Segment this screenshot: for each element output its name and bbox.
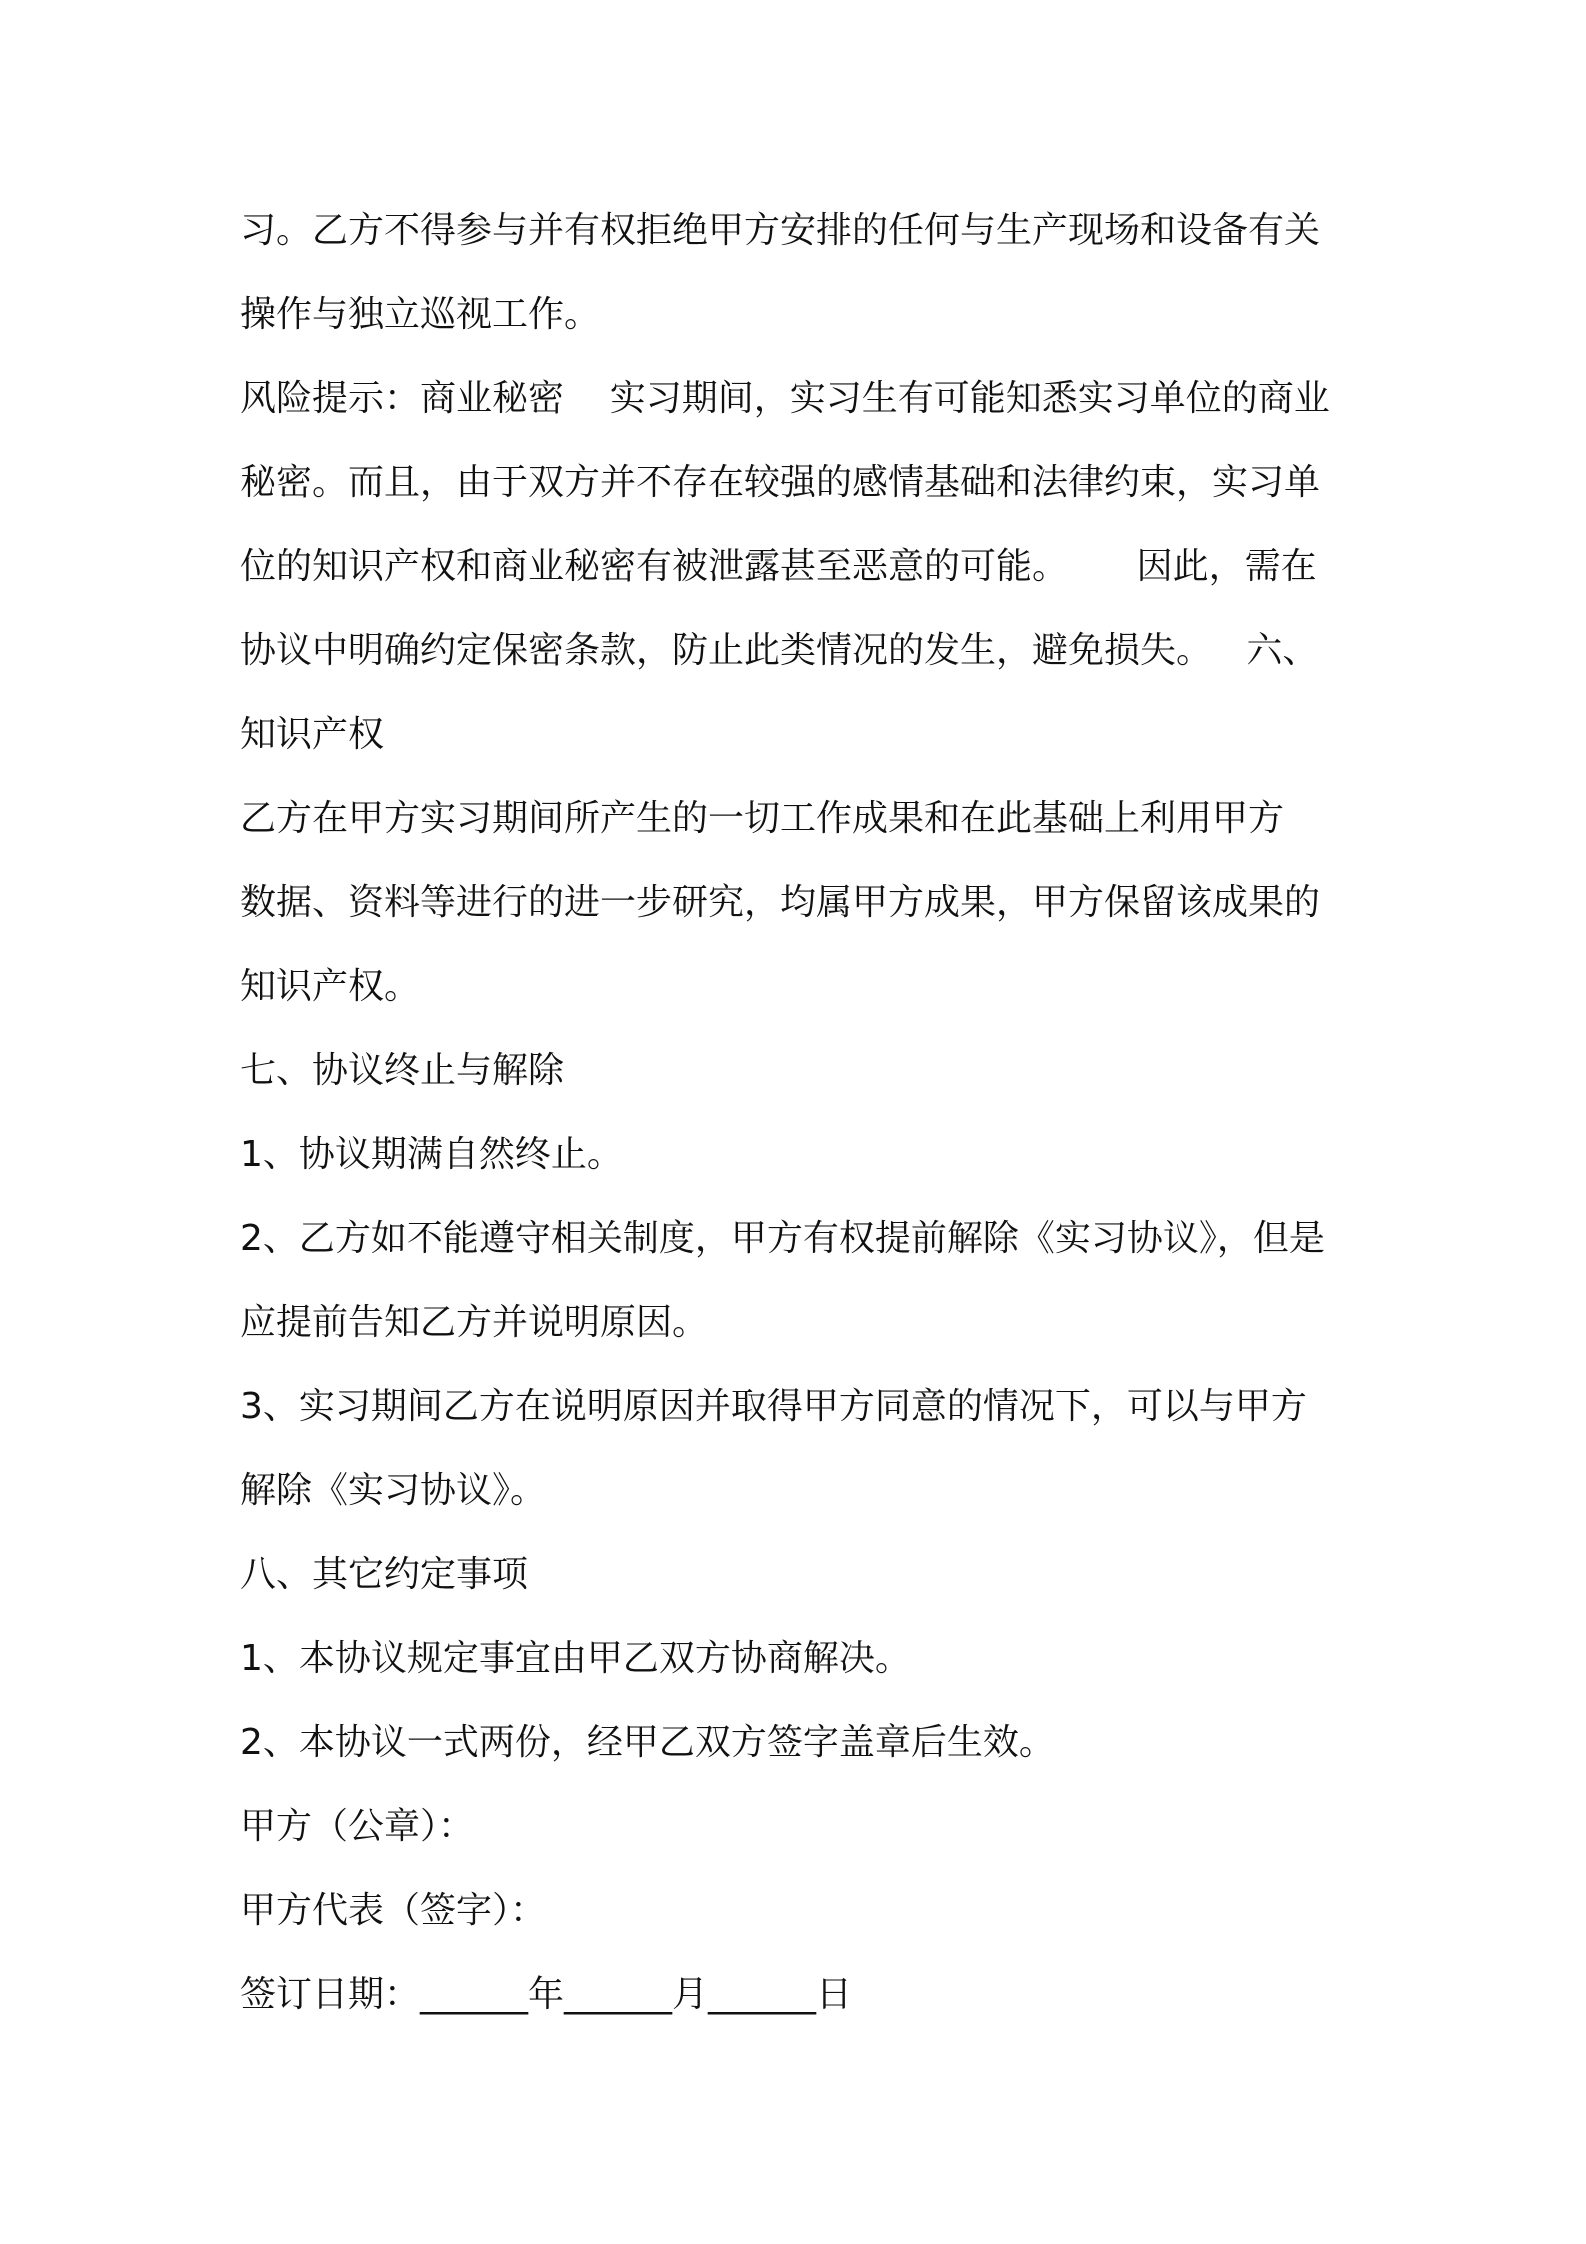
clause-item: 3、实习期间乙方在说明原因并取得甲方同意的情况下，可以与甲方 xyxy=(240,1386,1307,1427)
text-line: 风险提示：商业秘密 实习期间，实习生有可能知悉实习单位的商业 xyxy=(240,378,1330,419)
signature-party-a-seal: 甲方（公章）： xyxy=(240,1806,475,1847)
text-line: 解除《实习协议》。 xyxy=(240,1470,547,1511)
text-line: 秘密。而且，由于双方并不存在较强的感情基础和法律约束，实习单 xyxy=(240,462,1321,503)
section-heading: 知识产权 xyxy=(240,714,385,755)
clause-item: 2、乙方如不能遵守相关制度，甲方有权提前解除《实习协议》，但是 xyxy=(240,1218,1325,1259)
text-line: 乙方在甲方实习期间所产生的一切工作成果和在此基础上利用甲方 xyxy=(240,798,1285,839)
text-line: 数据、资料等进行的进一步研究，均属甲方成果，甲方保留该成果的 xyxy=(240,882,1321,923)
text-line: 知识产权。 xyxy=(240,966,421,1007)
text-line: 操作与独立巡视工作。 xyxy=(240,294,601,335)
signing-date: 签订日期：______年______月______日 xyxy=(240,1974,853,2015)
clause-item: 2、本协议一式两份，经甲乙双方签字盖章后生效。 xyxy=(240,1722,1055,1763)
signature-party-a-representative: 甲方代表（签字）： xyxy=(240,1890,547,1931)
clause-item: 1、协议期满自然终止。 xyxy=(240,1134,623,1175)
text-line: 应提前告知乙方并说明原因。 xyxy=(240,1302,709,1343)
text-line: 协议中明确约定保密条款，防止此类情况的发生，避免损失。 六、 xyxy=(240,630,1319,671)
clause-item: 1、本协议规定事宜由甲乙双方协商解决。 xyxy=(240,1638,911,1679)
text-line: 位的知识产权和商业秘密有被泄露甚至恶意的可能。 因此，需在 xyxy=(240,546,1317,587)
text-line: 习。乙方不得参与并有权拒绝甲方安排的任何与生产现场和设备有关 xyxy=(240,210,1321,251)
section-heading: 七、协议终止与解除 xyxy=(240,1050,565,1091)
section-heading: 八、其它约定事项 xyxy=(240,1554,529,1595)
document-body xyxy=(240,197,1360,2045)
